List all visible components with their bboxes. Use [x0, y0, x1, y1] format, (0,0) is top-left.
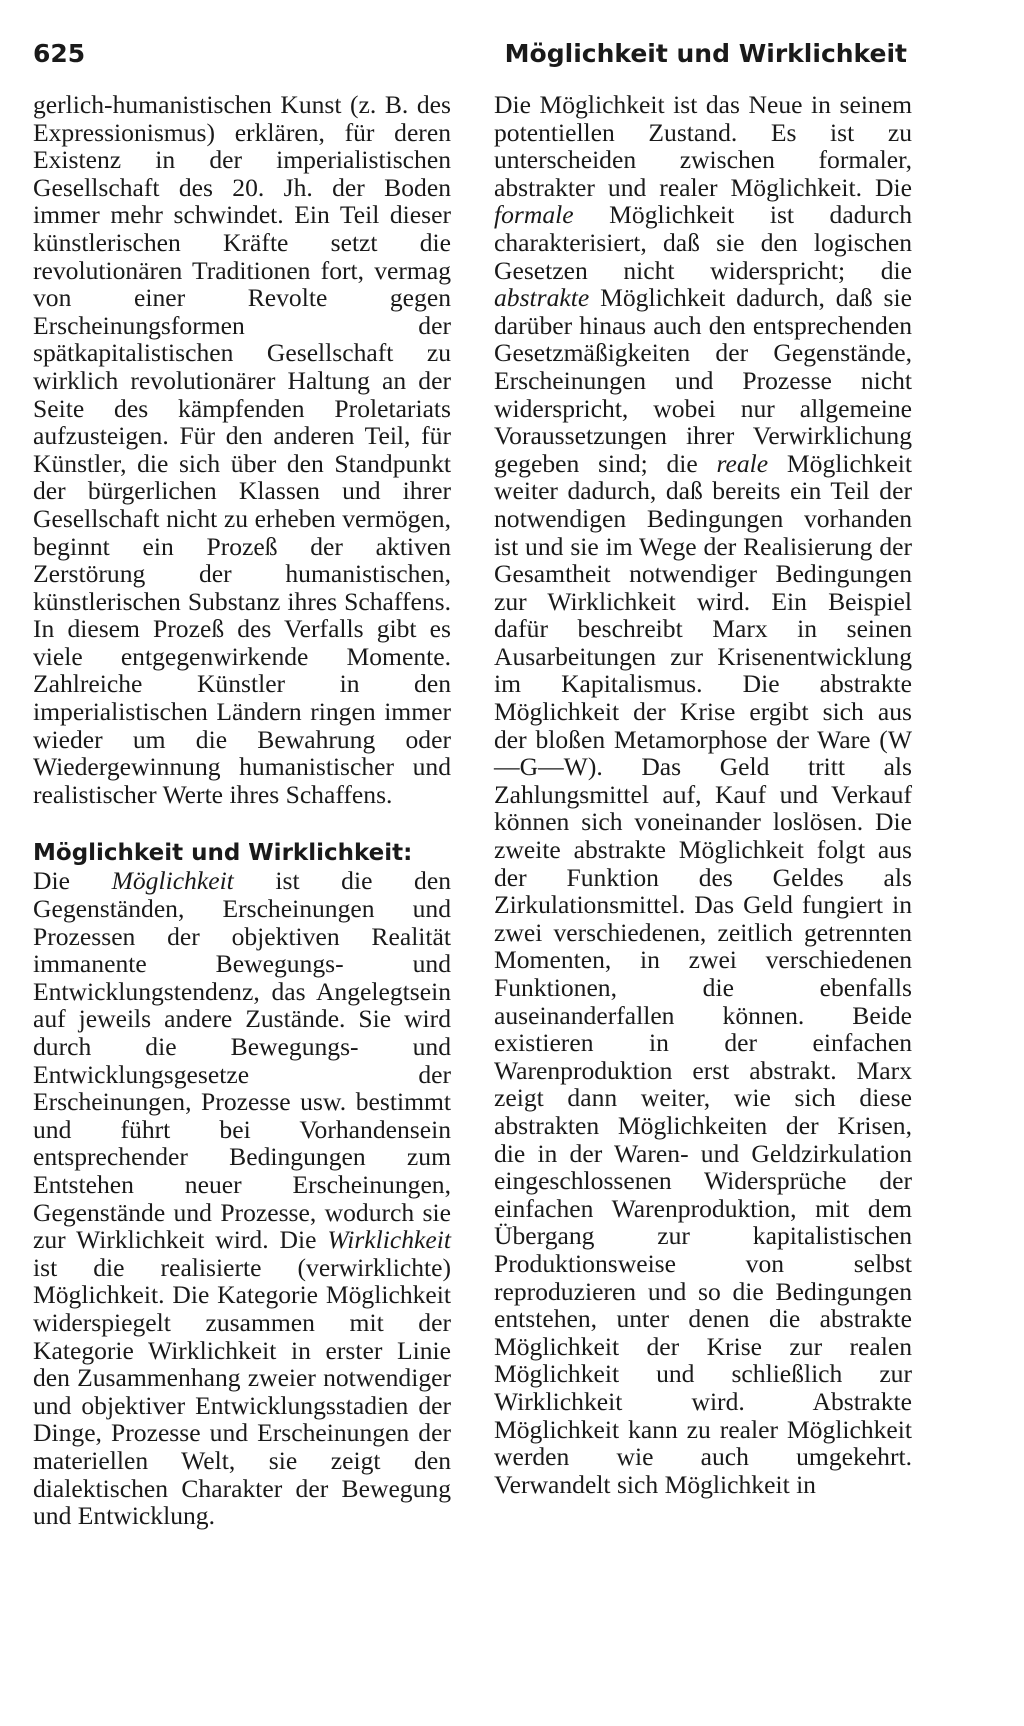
- page-number: 625: [33, 39, 86, 68]
- term-reale: reale: [716, 448, 769, 478]
- page-header: [33, 34, 907, 74]
- term-formale: formale: [494, 200, 574, 230]
- entry-paragraph: [33, 838, 451, 1529]
- entry-text-part: Die: [33, 866, 112, 896]
- entry-term-wirklichkeit: Wirklichkeit: [327, 1225, 451, 1255]
- running-head: Möglichkeit und Wirklichkeit: [504, 39, 907, 68]
- continued-paragraph: gerlich-humanistischen Kunst (z. B. des Expressionismus) erklären, für deren Existenz in der imperialistischen Gesellschaft des 20. Jh. der Boden immer mehr schwindet. Ein Teil dieser künstlerischen Kräfte setzt die revolutionären Traditionen fort, vermag von einer Revolte gegen Erscheinungsformen der spätkapitalistischen Gesellschaft zu wirklich revolutionärer Haltung an der Seite des kämpfenden Proletariats aufzusteigen. Für den anderen Teil, für Künstler, die sich über den Standpunkt der bürgerlichen Klassen und ihrer Gesellschaft nicht zu erheben vermögen, beginnt ein Prozeß der aktiven Zerstörung der humanistischen, künstlerischen Substanz ihres Schaffens. In diesem Prozeß des Verfalls gibt es viele entgegenwirkende Momente. Zahlreiche Künstler in den imperialistischen Ländern ringen immer wieder um die Bewahrung oder Wiedergewinnung humanistischer und realistischer Werte ihres Schaffens.: [33, 90, 451, 809]
- right-text-part: Möglichkeit dadurch, daß sie darüber hinaus auch den entsprechenden Gesetzmäßigkeiten der Gegenstände, Erscheinungen und Prozesse nicht widerspricht, wobei nur allgemeine Voraussetzungen ihrer Verwirklichung gegeben sind; die: [494, 283, 912, 478]
- entry-text-part: ist die den Gegenständen, Erscheinungen und Prozessen der objektiven Realität immanente Bewegungs- und Entwicklungstendenz, das Angelegtsein auf jeweils andere Zustände. Sie wird durch die Bewegungs- und Entwicklungsgesetze der Erscheinungen, Prozesse usw. bestimmt und führt bei Vorhandensein entsprechender Bedingungen zum Entstehen neuer Erscheinungen, Gegenstände und Prozesse, wodurch sie zur Wirklichkeit wird. Die: [33, 866, 451, 1255]
- right-paragraph: [494, 91, 912, 1498]
- right-text-part: Möglichkeit ist dadurch charakterisiert, daß sie den logischen Gesetzen nicht widerspricht; die: [494, 200, 912, 285]
- entry-term-moeglichkeit: Möglichkeit: [111, 866, 234, 896]
- term-abstrakte: abstrakte: [494, 283, 590, 313]
- entry-text-part: ist die realisierte (verwirklichte) Möglichkeit. Die Kategorie Möglichkeit widerspiegelt zusammen mit der Kategorie Wirklichkeit in erster Linie den Zusammenhang zweier notwendiger und objektiver Entwicklungsstadien der Dinge, Prozesse und Erscheinungen der materiellen Welt, sie zeigt den dialektischen Charakter der Bewegung und Entwicklung.: [33, 1252, 451, 1531]
- left-column: [33, 91, 451, 1530]
- right-text-part: Möglichkeit weiter dadurch, daß bereits ein Teil der notwendigen Bedingungen vorhanden ist und sie im Wege der Realisierung der Gesamtheit notwendiger Bedingungen zur Wirklichkeit wird. Ein Beispiel dafür beschreibt Marx in seinen Ausarbeitungen zur Krisenentwicklung im Kapitalismus. Die abstrakte Möglichkeit der Krise ergibt sich aus der bloßen Metamorphose der Ware (W—G—W). Das Geld tritt als Zahlungsmittel auf, Kauf und Verkauf können sich voneinander loslösen. Die zweite abstrakte Möglichkeit folgt aus der Funktion des Geldes als Zirkulationsmittel. Das Geld fungiert in zwei verschiedenen, zeitlich getrennten Momenten, in zwei verschiedenen Funktionen, die ebenfalls auseinanderfallen können. Beide existieren in der einfachen Warenproduktion erst abstrakt. Marx zeigt dann weiter, wie sich diese abstrakten Möglichkeiten der Krisen, die in der Waren- und Geldzirkulation eingeschlossenen Widersprüche der einfachen Warenproduktion, mit dem Übergang zur kapitalistischen Produktionsweise von selbst reproduzieren und so die Bedingungen entstehen, unter denen die abstrakte Möglichkeit der Krise zur realen Möglichkeit und schließlich zur Wirklichkeit wird. Abstrakte Möglichkeit kann zu realer Möglichkeit werden wie auch umgekehrt. Verwandelt sich Möglichkeit in: [494, 448, 912, 1499]
- entry-heading: Möglichkeit und Wirklichkeit:: [33, 840, 413, 867]
- right-column: [494, 91, 912, 1498]
- entry-spacer: [33, 808, 451, 838]
- right-text-part: Die Möglichkeit ist das Neue in seinem potentiellen Zustand. Es ist zu unterscheiden zwischen formaler, abstrakter und realer Möglichkeit. Die: [494, 90, 912, 202]
